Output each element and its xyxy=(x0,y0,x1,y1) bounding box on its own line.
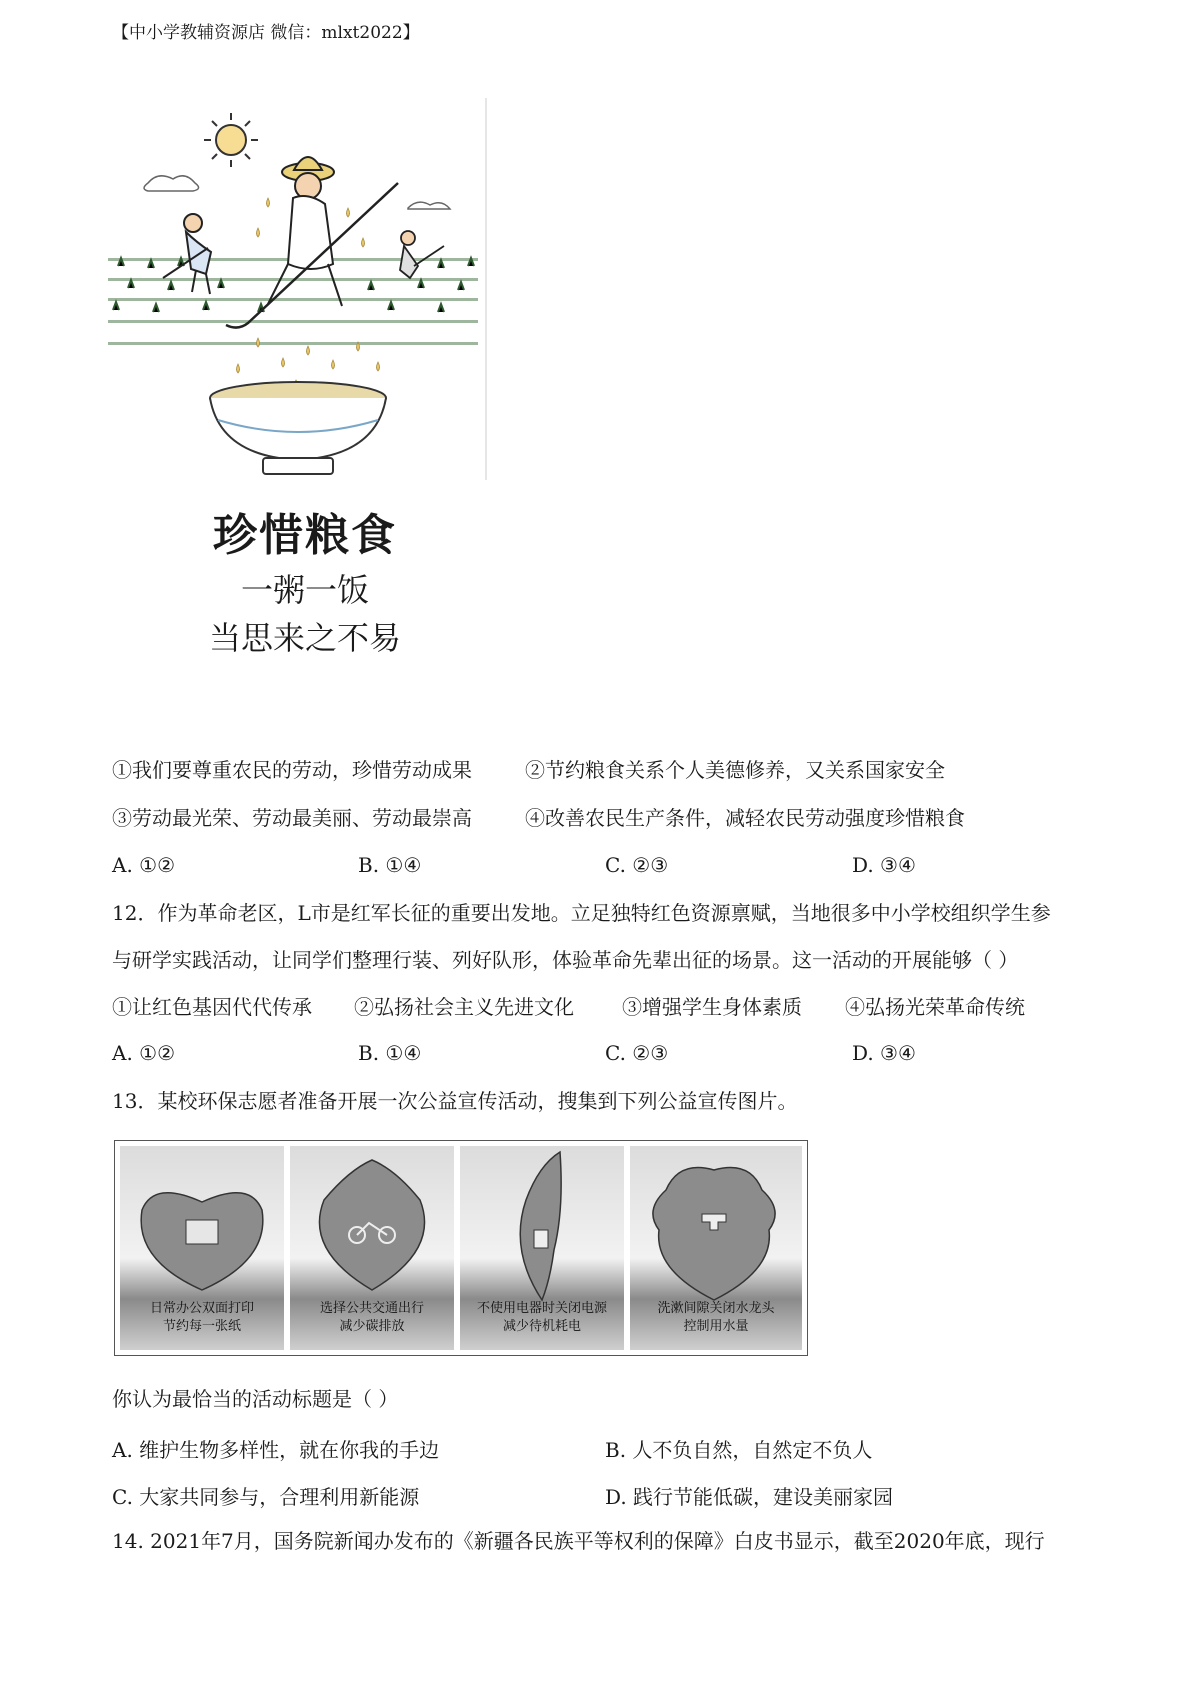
q11-option-c[interactable]: C. ②③ xyxy=(605,853,669,877)
q11-item-3: ③劳动最光荣、劳动最美丽、劳动最崇高 xyxy=(112,806,472,830)
q11-option-b[interactable]: B. ①④ xyxy=(358,853,422,877)
panel-1-line-1: 日常办公双面打印 xyxy=(149,1301,255,1316)
panel-3-line-1: 不使用电器时关闭电源 xyxy=(476,1301,608,1316)
q12-option-a[interactable]: A. ①② xyxy=(112,1041,176,1065)
poster-line-2: 当思来之不易 xyxy=(208,619,401,657)
q13-stem: 13．某校环保志愿者准备开展一次公益宣传活动，搜集到下列公益宣传图片。 xyxy=(112,1089,798,1113)
panel-4-line-1: 洗漱间隙关闭水龙头 xyxy=(657,1301,775,1316)
q11-item-4: ④改善农民生产条件，减轻农民劳动强度珍惜粮食 xyxy=(525,806,965,830)
poster-title: 珍惜粮食 xyxy=(213,510,397,561)
q12-item-2: ②弘扬社会主义先进文化 xyxy=(354,995,574,1019)
q11-option-d[interactable]: D. ③④ xyxy=(852,853,916,877)
q14-stem-line-1: 14. 2021年7月，国务院新闻办发布的《新疆各民族平等权利的保障》白皮书显示，截至2020年底，现行 xyxy=(112,1529,1045,1553)
poster-caption xyxy=(140,508,470,662)
q13-question: 你认为最恰当的活动标题是（ ） xyxy=(112,1387,399,1411)
q12-item-3: ③增强学生身体素质 xyxy=(622,995,802,1019)
q13-option-d[interactable]: D. 践行节能低碳，建设美丽家园 xyxy=(605,1485,894,1509)
panel-2-line-1: 选择公共交通出行 xyxy=(319,1301,425,1316)
eco-poster-banner xyxy=(114,1140,808,1356)
q12-item-1: ①让红色基因代代传承 xyxy=(112,995,312,1019)
q12-stem-line-1: 12．作为革命老区，L市是红军长征的重要出发地。立足独特红色资源禀赋，当地很多中小学校组织学生参 xyxy=(112,901,1051,925)
q12-item-4: ④弘扬光荣革命传统 xyxy=(845,995,1025,1019)
poster-line-1: 一粥一饭 xyxy=(240,571,369,609)
q12-stem-line-2: 与研学实践活动，让同学们整理行装、列好队形，体验革命先辈出征的场景。这一活动的开展能够（ ） xyxy=(112,948,1019,972)
printer-icon xyxy=(186,1220,218,1244)
source-header: 【中小学教辅资源店 微信：mlxt2022】 xyxy=(112,23,420,43)
q12-option-b[interactable]: B. ①④ xyxy=(358,1041,422,1065)
q13-option-b[interactable]: B. 人不负自然，自然定不负人 xyxy=(605,1438,873,1462)
panel-2-line-2: 减少碳排放 xyxy=(339,1319,405,1334)
q13-option-c[interactable]: C. 大家共同参与，合理利用新能源 xyxy=(112,1485,420,1509)
q12-option-d[interactable]: D. ③④ xyxy=(852,1041,916,1065)
farmers-cartoon-illustration xyxy=(108,98,488,480)
q11-item-2: ②节约粮食关系个人美德修养，又关系国家安全 xyxy=(525,758,945,782)
q11-item-1: ①我们要尊重农民的劳动，珍惜劳动成果 xyxy=(112,758,472,782)
panel-1-line-2: 节约每一张纸 xyxy=(162,1319,242,1334)
panel-4-line-2: 控制用水量 xyxy=(683,1319,749,1334)
plug-icon xyxy=(534,1230,548,1248)
q12-option-c[interactable]: C. ②③ xyxy=(605,1041,669,1065)
q11-option-a[interactable]: A. ①② xyxy=(112,853,176,877)
q13-option-a[interactable]: A. 维护生物多样性，就在你我的手边 xyxy=(112,1438,440,1462)
panel-3-line-2: 减少待机耗电 xyxy=(502,1319,582,1334)
